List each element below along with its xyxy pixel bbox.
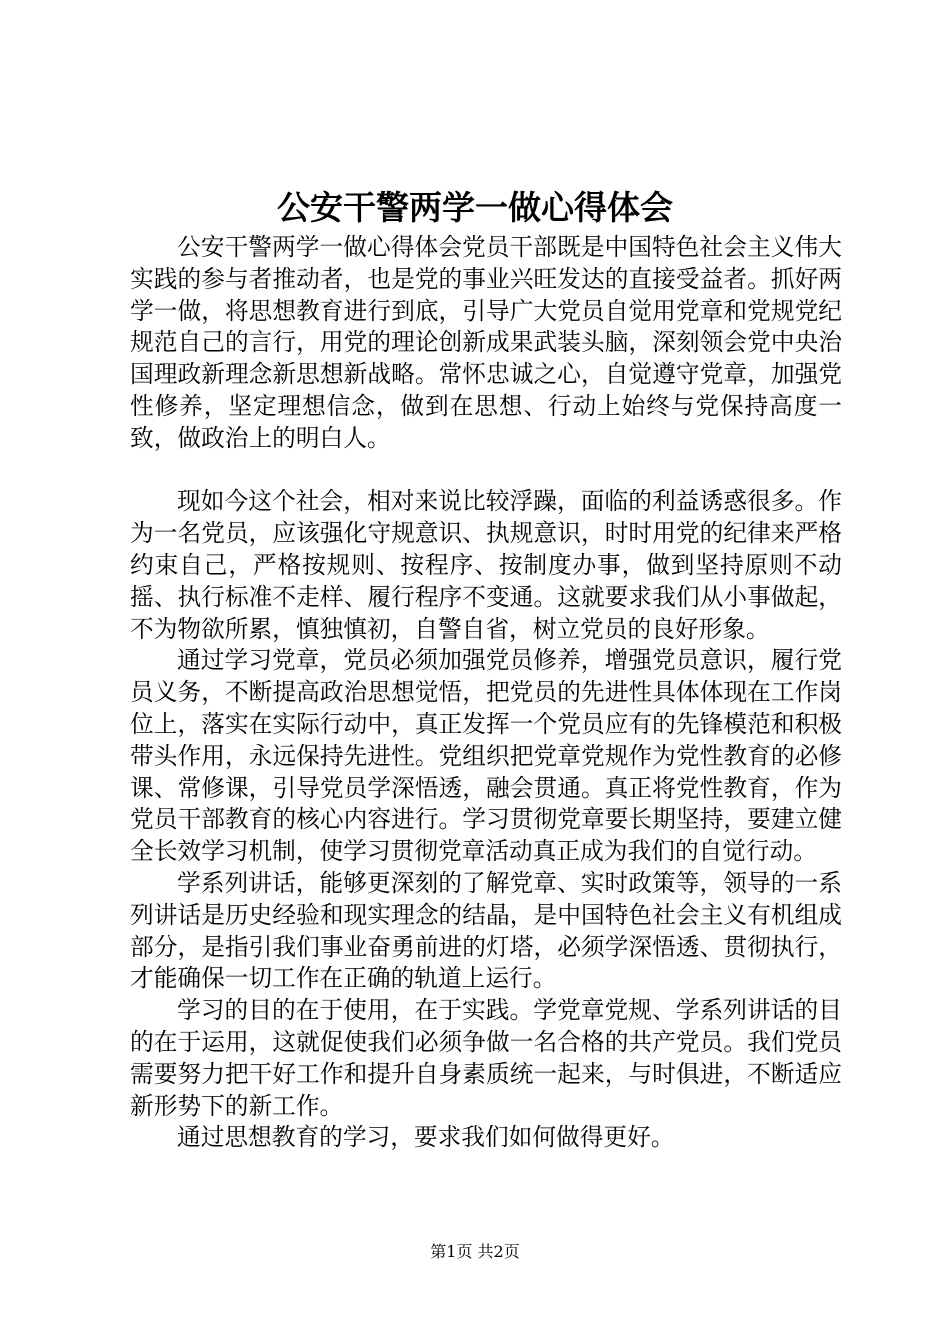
paragraph-1: 公安干警两学一做心得体会党员干部既是中国特色社会主义伟大实践的参与者推动者，也是党的事业兴旺发达的直接受益者。抓好两学一做，将思想教育进行到底，引导广大党员自觉用党章和党规党纪规范自己的言行，用党的理论创新成果武装头脑，深刻领会党中央治国理政新理念新思想新战略。常怀忠诚之心，自觉遵守党章，加强党性修养，坚定理想信念，做到在思想、行动上始终与党保持高度一致，做政治上的明白人。	[130, 233, 842, 452]
paragraph-5: 学习的目的在于使用，在于实践。学党章党规、学系列讲话的目的在于运用，这就促使我们必须争做一名合格的共产党员。我们党员需要努力把干好工作和提升自身素质统一起来，与时俱进，不断适应新形势下的新工作。	[130, 996, 842, 1120]
document-title: 公安干警两学一做心得体会	[277, 188, 673, 227]
paragraph-3: 通过学习党章，党员必须加强党员修养，增强党员意识，履行党员义务，不断提高政治思想觉悟，把党员的先进性具体体现在工作岗位上，落实在实际行动中，真正发挥一个党员应有的先锋模范和积极带头作用，永远保持先进性。党组织把党章党规作为党性教育的必修课、常修课，引导党员学深悟透，融会贯通。真正将党性教育，作为党员干部教育的核心内容进行。学习贯彻党章要长期坚持，要建立健全长效学习机制，使学习贯彻党章活动真正成为我们的自觉行动。	[130, 646, 842, 866]
paragraph-6: 通过思想教育的学习，要求我们如何做得更好。	[177, 1123, 675, 1152]
document-body	[130, 232, 842, 1154]
paragraph-4: 学系列讲话，能够更深刻的了解党章、实时政策等，领导的一系列讲话是历史经验和现实理念的结晶，是中国特色社会主义有机组成部分，是指引我们事业奋勇前进的灯塔，必须学深悟透、贯彻执行，才能确保一切工作在正确的轨道上运行。	[130, 868, 842, 993]
paragraph-2: 现如今这个社会，相对来说比较浮躁，面临的利益诱惑很多。作为一名党员，应该强化守规意识、执规意识，时时用党的纪律来严格约束自己，严格按规则、按程序、按制度办事，做到坚持原则不动摇、执行标准不走样、履行程序不变通。这就要求我们从小事做起，不为物欲所累，慎独慎初，自警自省，树立党员的良好形象。	[130, 487, 842, 643]
page-footer: 第1页 共2页	[430, 1242, 520, 1261]
